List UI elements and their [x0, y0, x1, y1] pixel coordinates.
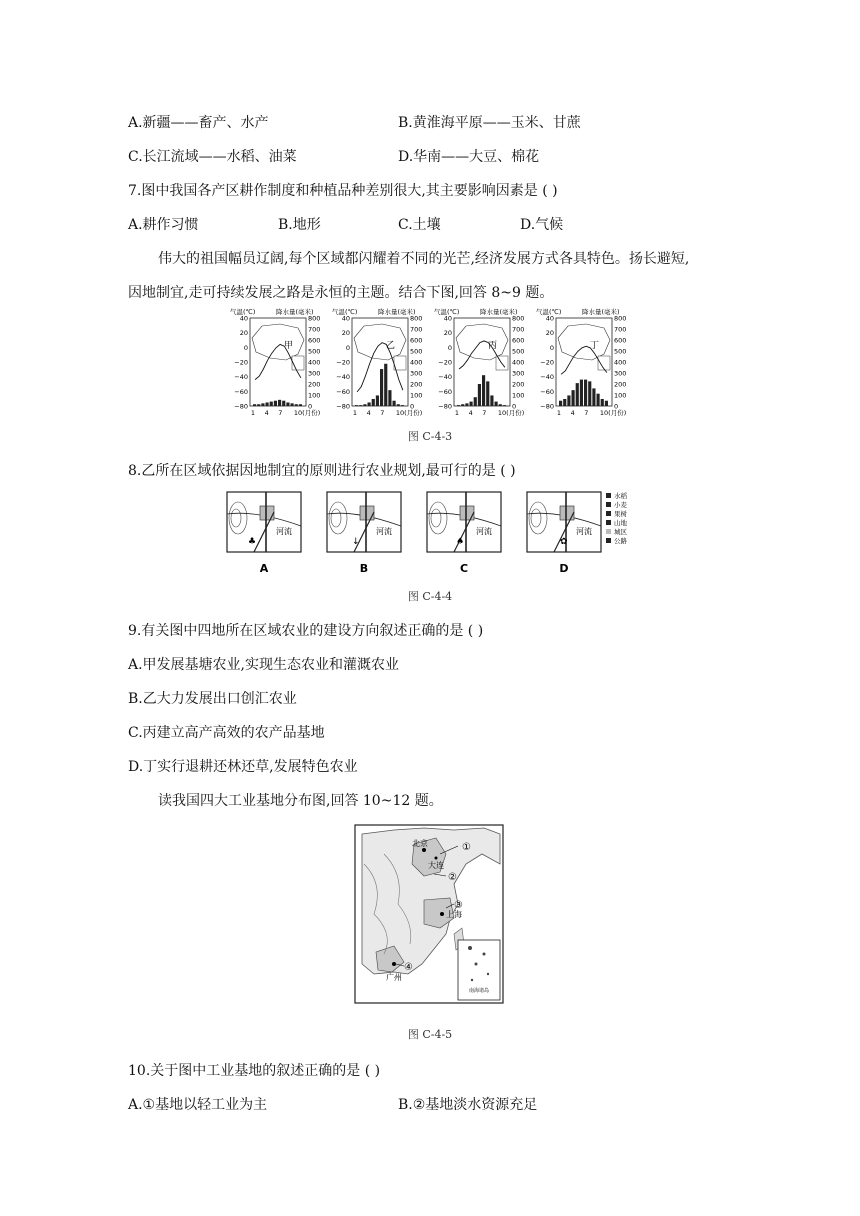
precip-tick-label: 500 [512, 347, 525, 356]
temp-axis-label: 气温(℃) [230, 308, 256, 316]
precip-tick-label: 600 [512, 336, 525, 345]
temp-tick-label: −20 [438, 358, 452, 367]
month-tick-label: 4 [264, 409, 269, 417]
temp-tick-label: −40 [234, 373, 248, 382]
precip-bar [588, 381, 591, 406]
month-tick-label: 1 [352, 409, 358, 417]
legend-symbol [606, 502, 611, 507]
place-label: 丁 [590, 341, 600, 351]
precip-tick-label: 500 [614, 347, 627, 356]
precip-tick-label: 700 [410, 325, 423, 334]
precip-bar [376, 395, 379, 406]
label-shanghai: 上海 [446, 910, 462, 919]
precip-bar [486, 381, 489, 406]
precip-bar [597, 394, 600, 406]
precip-bar [457, 405, 460, 406]
precip-axis-label: 降水量(毫米) [480, 308, 518, 316]
month-tick-label: 4 [366, 409, 371, 417]
figure-caption-c-4-5: 图 C-4-5 [407, 1028, 453, 1041]
precip-bar [384, 364, 387, 406]
q10-stem: 10.关于图中工业基地的叙述正确的是 ( ) [128, 1063, 381, 1079]
precip-tick-label: 100 [308, 391, 321, 400]
passage-industrial-bases: 读我国四大工业基地分布图,回答 10~12 题。 [158, 793, 443, 809]
river-label: 河流 [276, 527, 292, 536]
precip-bar [261, 403, 264, 406]
month-tick-label: 1 [556, 409, 562, 417]
precip-tick-label: 400 [614, 358, 627, 367]
q6-option-a: A.新疆——畜产、水产 [128, 115, 269, 131]
precip-bar [355, 405, 358, 406]
month-tick-label: 7 [380, 409, 385, 417]
q6-option-d: D.华南——大豆、棉花 [398, 149, 540, 165]
q9-option-b: B.乙大力发展出口创汇农业 [128, 691, 297, 707]
crop-symbol: ♣ [248, 537, 257, 547]
precip-bar [291, 403, 294, 406]
temp-tick-label: 40 [341, 314, 350, 323]
temp-tick-label: −80 [234, 402, 248, 411]
crop-symbol: ↓ [352, 537, 360, 547]
q7-option-d: D.气候 [520, 217, 564, 233]
temp-tick-label: 20 [545, 329, 554, 338]
precip-tick-label: 800 [512, 314, 525, 323]
precip-bar [490, 395, 493, 406]
precip-tick-label: 0 [308, 402, 313, 411]
river-label: 河流 [576, 527, 592, 536]
legend-symbol [606, 520, 611, 525]
precip-tick-label: 200 [512, 380, 525, 389]
month-tick-label: 7 [584, 409, 589, 417]
precip-axis-label: 降水量(毫米) [378, 308, 416, 316]
temp-tick-label: 40 [443, 314, 452, 323]
temp-tick-label: 0 [549, 343, 554, 352]
climate-charts-figure [228, 306, 636, 418]
precip-bar [576, 383, 579, 406]
precip-bar [559, 401, 562, 406]
precip-tick-label: 700 [614, 325, 627, 334]
temp-tick-label: −80 [438, 402, 452, 411]
precip-bar [393, 401, 396, 406]
month-tick-label: 10(月份) [599, 409, 627, 417]
precip-tick-label: 400 [512, 358, 525, 367]
temp-tick-label: −40 [540, 373, 554, 382]
legend-label: 山地 [614, 519, 627, 527]
precip-bar [563, 399, 566, 406]
precip-bar [470, 402, 473, 406]
precip-bar [495, 402, 498, 406]
plan-label: B [359, 562, 369, 575]
crop-symbol: ✿ [560, 537, 568, 547]
precip-bar [605, 401, 608, 406]
precip-bar [397, 404, 400, 406]
temp-tick-label: −20 [336, 358, 350, 367]
city-area [460, 506, 474, 520]
q7-stem: 7.图中我国各产区耕作制度和种植品种差别很大,其主要影响因素是 ( ) [128, 183, 558, 199]
marker-4: ④ [404, 962, 413, 973]
legend-label: 果树 [614, 510, 627, 518]
precip-bar [465, 403, 468, 406]
month-tick-label: 4 [570, 409, 575, 417]
temp-tick-label: 0 [345, 343, 350, 352]
temp-tick-label: 20 [443, 329, 452, 338]
month-tick-label: 4 [468, 409, 473, 417]
industrial-bases-map [354, 824, 504, 1004]
temp-tick-label: −80 [540, 402, 554, 411]
precip-bar [503, 405, 506, 406]
q9-option-c: C.丙建立高产高效的农产品基地 [128, 725, 325, 741]
precip-bar [482, 375, 485, 406]
precip-tick-label: 200 [614, 380, 627, 389]
precip-bar [372, 399, 375, 406]
temp-axis-label: 气温(℃) [536, 308, 562, 316]
precip-bar [253, 404, 256, 406]
precip-bar [270, 402, 273, 406]
plan-label: D [559, 562, 569, 575]
month-tick-label: 1 [454, 409, 460, 417]
temp-axis-label: 气温(℃) [332, 308, 358, 316]
precip-tick-label: 600 [410, 336, 423, 345]
crop-symbol: ♠ [456, 537, 465, 547]
precip-tick-label: 400 [410, 358, 423, 367]
precip-tick-label: 200 [410, 380, 423, 389]
temp-tick-label: −60 [336, 387, 350, 396]
precip-tick-label: 500 [308, 347, 321, 356]
precip-tick-label: 800 [614, 314, 627, 323]
precip-bar [266, 402, 269, 406]
precip-bar [572, 390, 575, 406]
precip-tick-label: 800 [308, 314, 321, 323]
q9-option-d: D.丁实行退耕还林还草,发展特色农业 [128, 759, 358, 775]
label-beijing: 北京 [412, 839, 428, 848]
precip-bar [499, 404, 502, 406]
q8-stem: 8.乙所在区域依据因地制宜的原则进行农业规划,最可行的是 ( ) [128, 463, 516, 479]
precip-tick-label: 0 [410, 402, 415, 411]
month-tick-label: 7 [482, 409, 487, 417]
legend-symbol [606, 511, 611, 516]
precip-bar [359, 405, 362, 406]
q7-option-c: C.土壤 [398, 217, 441, 233]
precip-tick-label: 500 [410, 347, 423, 356]
precip-bar [592, 388, 595, 406]
q9-stem: 9.有关图中四地所在区域农业的建设方向叙述正确的是 ( ) [128, 623, 484, 639]
figure-caption-c-4-4: 图 C-4-4 [407, 590, 453, 603]
china-outline [354, 324, 406, 360]
passage-intro-line2: 因地制宜,走可持续发展之路是永恒的主题。结合下图,回答 8~9 题。 [128, 285, 554, 301]
precip-tick-label: 0 [614, 402, 619, 411]
precip-bar [286, 402, 289, 406]
precip-tick-label: 0 [512, 402, 517, 411]
place-label: 乙 [386, 341, 396, 351]
precip-bar [363, 404, 366, 406]
temp-axis-label: 气温(℃) [434, 308, 460, 316]
precip-bar [274, 401, 277, 406]
precip-tick-label: 100 [512, 391, 525, 400]
temp-tick-label: 0 [447, 343, 452, 352]
q6-option-c: C.长江流域——水稻、油菜 [128, 149, 297, 165]
q10-option-a: A.①基地以轻工业为主 [128, 1097, 268, 1113]
precip-bar [478, 384, 481, 406]
city-area [260, 506, 274, 520]
land-use-plans-figure [226, 490, 638, 578]
precip-bar [278, 400, 281, 406]
precip-tick-label: 600 [308, 336, 321, 345]
precip-axis-label: 降水量(毫米) [582, 308, 620, 316]
precip-bar [368, 402, 371, 406]
temp-tick-label: −80 [336, 402, 350, 411]
q6-option-b: B.黄淮海平原——玉米、甘蔗 [398, 115, 581, 131]
passage-intro-line1: 伟大的祖国幅员辽阔,每个区域都闪耀着不同的光芒,经济发展方式各具特色。扬长避短, [158, 251, 690, 267]
precip-tick-label: 400 [308, 358, 321, 367]
temp-tick-label: −40 [336, 373, 350, 382]
temp-tick-label: 20 [341, 329, 350, 338]
temp-tick-label: −60 [234, 387, 248, 396]
temp-tick-label: 0 [243, 343, 248, 352]
temp-tick-label: −20 [234, 358, 248, 367]
month-tick-label: 7 [278, 409, 283, 417]
precip-bar [601, 399, 604, 406]
marker-1: ① [462, 842, 471, 853]
month-tick-label: 1 [250, 409, 256, 417]
legend-symbol [606, 529, 611, 534]
precip-bar [295, 404, 298, 406]
temp-tick-label: −20 [540, 358, 554, 367]
q7-option-b: B.地形 [278, 217, 321, 233]
inset-label: 南海诸岛 [468, 988, 490, 994]
plan-label: C [459, 562, 469, 575]
temp-tick-label: 40 [239, 314, 248, 323]
place-label: 丙 [488, 341, 498, 351]
legend-label: 水稻 [614, 492, 627, 500]
q10-option-b: B.②基地淡水资源充足 [398, 1097, 538, 1113]
temp-tick-label: −60 [438, 387, 452, 396]
precip-tick-label: 100 [614, 391, 627, 400]
q9-option-a: A.甲发展基塘农业,实现生态农业和灌溉农业 [128, 657, 400, 673]
precip-bar [567, 395, 570, 406]
precip-tick-label: 600 [614, 336, 627, 345]
precip-tick-label: 800 [410, 314, 423, 323]
china-outline [252, 324, 304, 360]
south-sea-inset [292, 356, 304, 370]
q7-option-a: A.耕作习惯 [128, 217, 199, 233]
precip-tick-label: 200 [308, 380, 321, 389]
precip-axis-label: 降水量(毫米) [276, 308, 314, 316]
precip-tick-label: 300 [410, 369, 423, 378]
marker-3: ③ [454, 900, 463, 911]
legend-label: 小麦 [614, 501, 627, 509]
plan-label: A [259, 562, 269, 575]
precip-bar [461, 404, 464, 406]
south-sea-inset [394, 356, 406, 370]
precip-tick-label: 100 [410, 391, 423, 400]
place-label: 甲 [284, 341, 294, 351]
precip-tick-label: 300 [512, 369, 525, 378]
marker-2: ② [448, 872, 457, 883]
river-label: 河流 [376, 527, 392, 536]
river-label: 河流 [476, 527, 492, 536]
temp-tick-label: −60 [540, 387, 554, 396]
temp-tick-label: 40 [545, 314, 554, 323]
city-area [560, 506, 574, 520]
temp-tick-label: −40 [438, 373, 452, 382]
temp-tick-label: 20 [239, 329, 248, 338]
precip-bar [474, 397, 477, 406]
precip-tick-label: 700 [512, 325, 525, 334]
month-tick-label: 10(月份) [293, 409, 321, 417]
figure-caption-c-4-3: 图 C-4-3 [407, 430, 453, 443]
legend-label: 公路 [614, 537, 627, 545]
precip-bar [282, 401, 285, 406]
label-guangzhou: 广州 [386, 973, 402, 982]
month-tick-label: 10(月份) [497, 409, 525, 417]
label-dalian: 大连 [428, 861, 444, 870]
china-outline [558, 324, 610, 360]
precip-bar [580, 380, 583, 406]
precip-bar [257, 404, 260, 406]
city-area [360, 506, 374, 520]
legend-label: 城区 [614, 528, 627, 536]
precip-tick-label: 300 [308, 369, 321, 378]
precip-bar [401, 405, 404, 406]
precip-bar [388, 390, 391, 406]
month-tick-label: 10(月份) [395, 409, 423, 417]
precip-bar [299, 404, 302, 406]
precip-tick-label: 300 [614, 369, 627, 378]
precip-tick-label: 700 [308, 325, 321, 334]
legend-symbol [606, 493, 611, 498]
precip-bar [584, 380, 587, 406]
precip-bar [380, 369, 383, 406]
legend-symbol [606, 538, 611, 543]
